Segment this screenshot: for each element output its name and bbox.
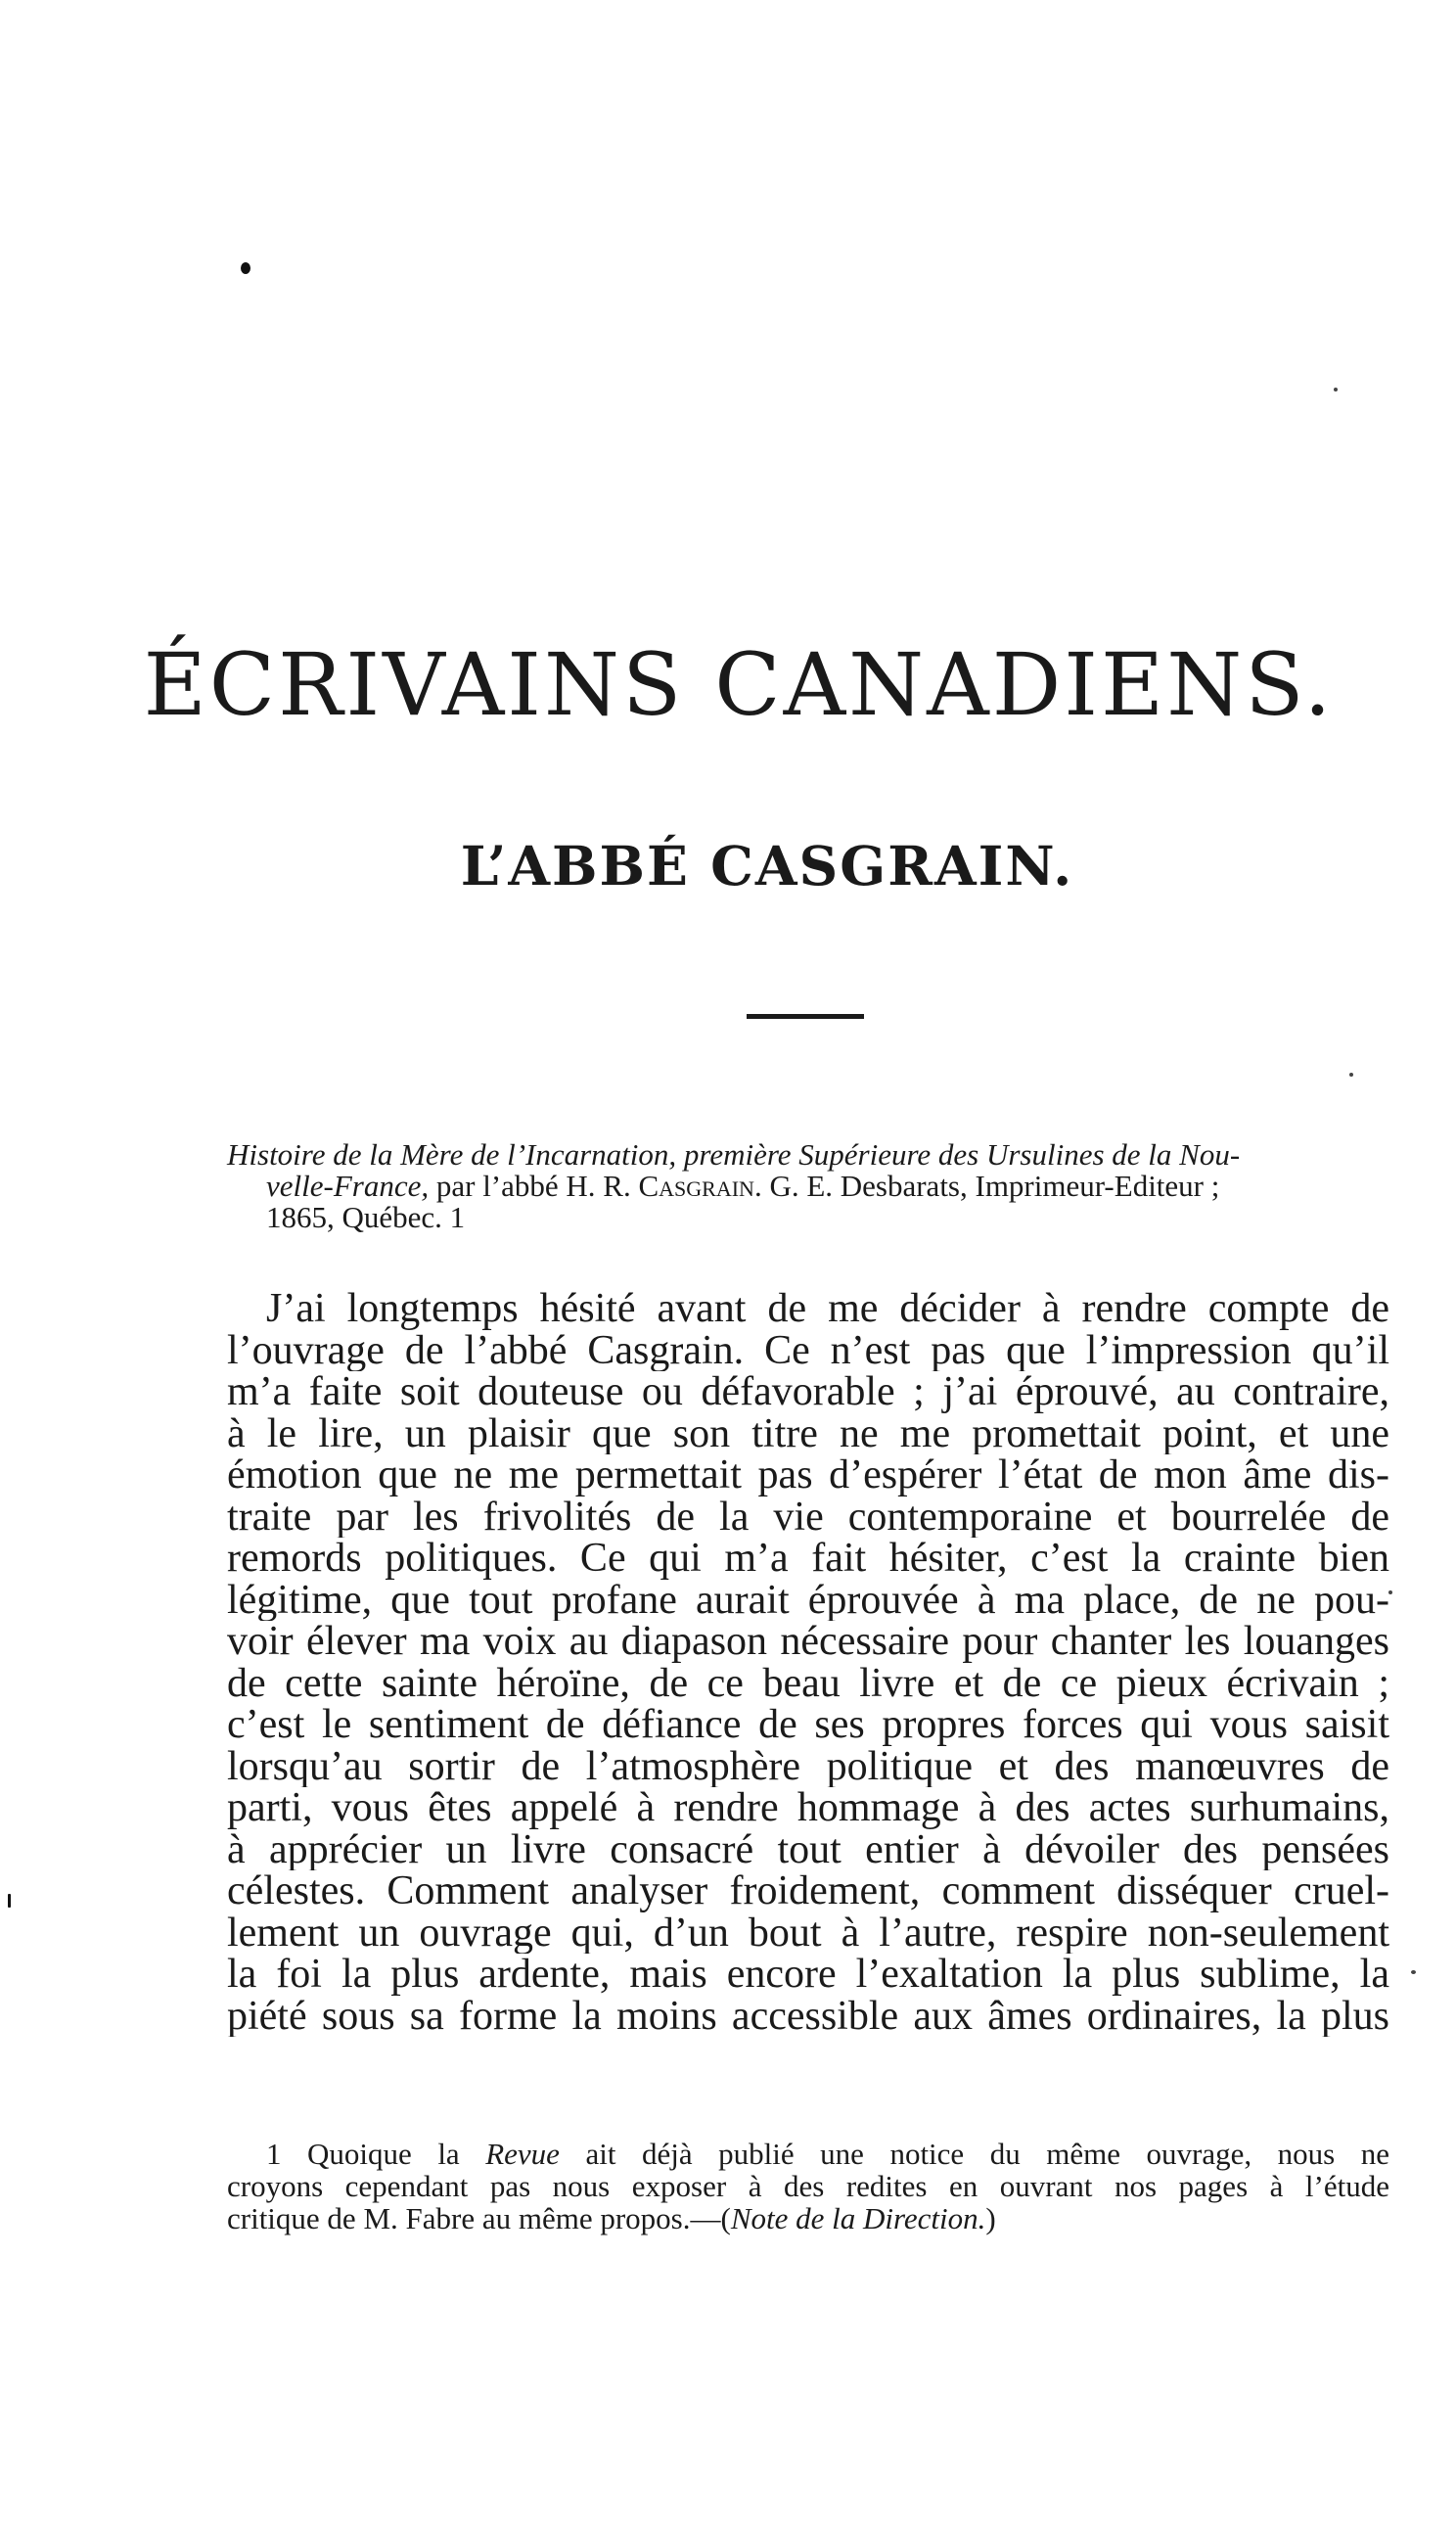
citation-title: Histoire de la Mère de l’Incarnation, première Supérieure des Ursulines de la Nou- <box>227 1137 1241 1172</box>
body-line: de cette sainte héroïne, de ce beau livre et de ce pieux écrivain ; <box>227 1662 1389 1704</box>
ink-speck <box>8 1894 11 1908</box>
footnote-text: critique de M. Fabre au même propos.—( <box>227 2201 731 2235</box>
ink-speck <box>241 262 250 274</box>
footnote-text: ) <box>985 2201 996 2235</box>
footnote-line <box>227 2202 1389 2234</box>
body-line: remords politiques. Ce qui m’a fait hésiter, c’est la crainte bien <box>227 1538 1389 1580</box>
citation-author: Casgrain <box>638 1169 754 1203</box>
footnote-line: croyons cependant pas nous exposer à des redites en ouvrant nos pages à l’étude <box>227 2169 1389 2203</box>
body-line: piété sous sa forme la moins accessible aux âmes ordinaires, la plus <box>227 1995 1389 2037</box>
body-line: à le lire, un plaisir que son titre ne me promettait point, et une <box>227 1412 1389 1454</box>
body-line: la foi la plus ardente, mais encore l’exaltation la plus sublime, la <box>227 1954 1389 1996</box>
body-line: légitime, que tout profane aurait éprouvée à ma place, de ne pou- <box>227 1579 1389 1621</box>
page-title: ÉCRIVAINS CANADIENS. <box>143 634 1335 735</box>
body-line: émotion que ne me permettait pas d’espérer l’état de mon âme dis- <box>227 1454 1389 1497</box>
footnote-italic: Note de la Direction. <box>730 2201 986 2235</box>
body-line: lement un ouvrage qui, d’un bout à l’autre, respire non-seulement <box>227 1911 1389 1954</box>
page-subtitle: L’ABBÉ CASGRAIN. <box>460 834 1074 898</box>
body-line: traite par les frivolités de la vie contemporaine et bourrelée de <box>227 1496 1389 1538</box>
footnote <box>227 2138 1389 2234</box>
body-line: J’ai longtemps hésité avant de me décider à rendre compte de <box>266 1288 1389 1330</box>
citation-line <box>227 1139 1389 1171</box>
ink-speck <box>1334 388 1338 391</box>
ink-speck <box>1411 1970 1416 1974</box>
body-line: c’est le sentiment de défiance de ses propres forces qui vous saisit <box>227 1704 1389 1746</box>
citation-text: . G. E. Desbarats, Imprimeur-Editeur ; <box>753 1169 1220 1203</box>
body-line: lorsqu’au sortir de l’atmosphère politique et des manœuvres de <box>227 1745 1389 1787</box>
body-line: célestes. Comment analyser froidement, comment disséquer cruel- <box>227 1870 1389 1912</box>
body-text <box>227 1288 1389 2037</box>
citation-text: par l’abbé H. R. <box>429 1169 639 1203</box>
book-citation <box>227 1139 1389 1233</box>
citation-line <box>227 1171 1389 1202</box>
citation-title-cont: velle-France, <box>266 1169 430 1203</box>
body-line: m’a faite soit douteuse ou défavorable ; j’ai éprouvé, au contraire, <box>227 1371 1389 1413</box>
footnote-text: ait déjà publié une notice du même ouvrage, nous ne <box>559 2137 1389 2171</box>
body-line: à apprécier un livre consacré tout entier à dévoiler des pensées <box>227 1828 1389 1870</box>
citation-line: 1865, Québec. 1 <box>266 1200 466 1234</box>
divider-rule <box>747 1014 864 1019</box>
body-line: l’ouvrage de l’abbé Casgrain. Ce n’est pas que l’impression qu’il <box>227 1329 1389 1371</box>
ink-speck <box>1349 1073 1353 1077</box>
footnote-line <box>227 2138 1389 2170</box>
body-line: parti, vous êtes appelé à rendre hommage à des actes surhumains, <box>227 1787 1389 1829</box>
body-line: voir élever ma voix au diapason nécessaire pour chanter les louanges <box>227 1621 1389 1663</box>
footnote-text: 1 Quoique la <box>266 2137 486 2171</box>
footnote-italic: Revue <box>485 2137 560 2171</box>
